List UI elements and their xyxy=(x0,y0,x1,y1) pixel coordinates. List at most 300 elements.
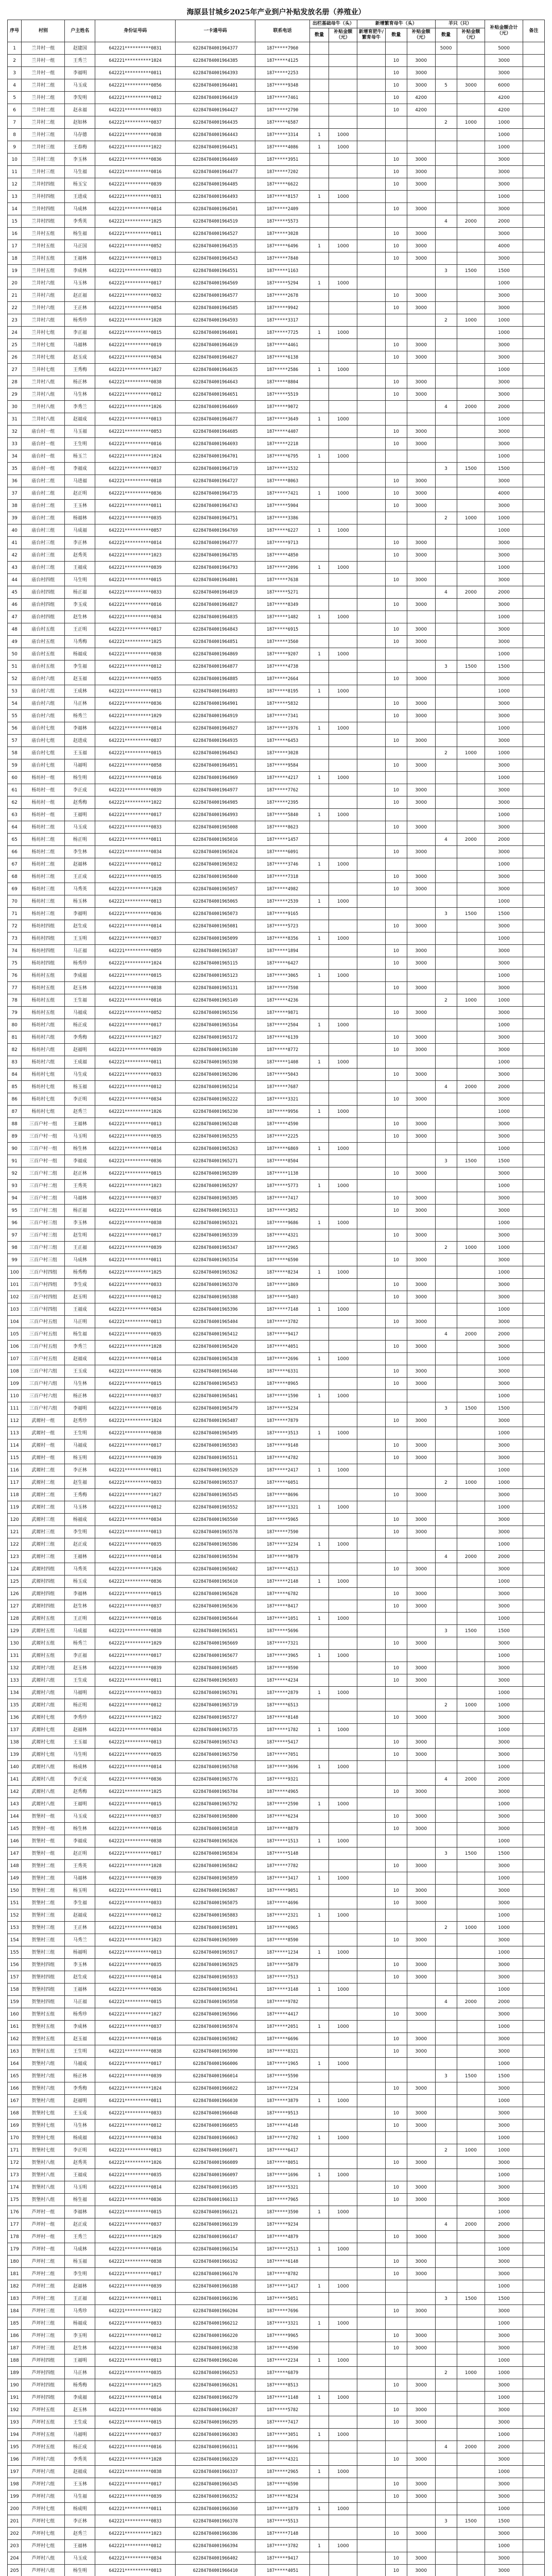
cell-new-breed xyxy=(357,2008,386,2021)
cell-new-amt xyxy=(407,970,435,982)
table-row xyxy=(8,1205,545,1217)
table-row xyxy=(8,92,545,104)
cell-phone: 187*****6139 xyxy=(255,1031,309,1044)
cell-new-breed xyxy=(357,2565,386,2576)
cell-sheep-qty xyxy=(435,364,457,376)
cell-row-total: 1000 xyxy=(485,1687,523,1699)
cell-new-amt xyxy=(407,1996,435,2008)
cell-sheep-qty xyxy=(435,1897,457,1909)
cell-note xyxy=(523,240,544,252)
cell-seq: 55 xyxy=(8,710,22,722)
cell-sheep-qty xyxy=(435,710,457,722)
cell-row-total: 3000 xyxy=(485,1786,523,1798)
cell-card-number: 62284784001964443 xyxy=(175,129,255,141)
cell-seq: 166 xyxy=(8,2082,22,2095)
cell-sheep-amt xyxy=(457,1662,485,1674)
cell-sheep-qty xyxy=(435,2379,457,2392)
cell-owner: 王正福 xyxy=(65,1242,95,1254)
cell-new-breed xyxy=(357,710,386,722)
cell-note xyxy=(523,883,544,895)
cell-village: 芦坪村五组 xyxy=(22,2441,65,2453)
table-row xyxy=(8,203,545,215)
cell-id-number: 642221**********0834 xyxy=(95,2342,176,2354)
cell-phone: 187*****8234 xyxy=(255,2490,309,2503)
table-row xyxy=(8,2392,545,2404)
cell-id-number: 642221**********0812 xyxy=(95,1291,176,1303)
cell-owner: 赵福明 xyxy=(65,1044,95,1056)
cell-phone: 187*****4513 xyxy=(255,1563,309,1575)
cell-row-total: 1000 xyxy=(485,1538,523,1551)
cell-new-breed xyxy=(357,1452,386,1464)
cell-village: 武塬村二组 xyxy=(22,1501,65,1514)
cell-phone: 187*****6587 xyxy=(255,116,309,129)
col-owner: 户主姓名 xyxy=(65,20,95,42)
cell-sheep-amt xyxy=(457,166,485,178)
cell-card-number: 62284784001965529 xyxy=(175,1464,255,1477)
cell-seq: 1 xyxy=(8,42,22,55)
cell-sheep-amt xyxy=(457,339,485,351)
cell-phone: 187*****3417 xyxy=(255,1872,309,1885)
cell-row-total: 1000 xyxy=(485,2354,523,2367)
cell-owner: 赵永福 xyxy=(65,104,95,116)
cell-cattle-qty xyxy=(309,215,329,228)
cell-id-number: 642221**********0835 xyxy=(95,1959,176,1971)
cell-new-breed xyxy=(357,945,386,957)
cell-seq: 57 xyxy=(8,735,22,747)
cell-new-amt: 3000 xyxy=(407,2157,435,2169)
cell-new-breed xyxy=(357,685,386,698)
cell-seq: 20 xyxy=(8,277,22,290)
cell-new-breed xyxy=(357,2342,386,2354)
cell-row-total: 1000 xyxy=(485,1922,523,1934)
cell-seq: 147 xyxy=(8,1848,22,1860)
cell-new-breed xyxy=(357,1749,386,1761)
cell-cattle-qty xyxy=(309,1254,329,1266)
cell-village: 庙台村四组 xyxy=(22,599,65,611)
cell-row-total: 3000 xyxy=(485,2008,523,2021)
cell-card-number: 62284784001964827 xyxy=(175,599,255,611)
cell-owner: 杨福明 xyxy=(65,1946,95,1959)
cell-card-number: 62284784001966139 xyxy=(175,2218,255,2231)
cell-cattle-qty: 1 xyxy=(309,2317,329,2330)
cell-sheep-qty xyxy=(435,1378,457,1390)
cell-cattle-amt: 1000 xyxy=(329,277,357,290)
cell-sheep-amt xyxy=(457,2552,485,2565)
cell-cattle-qty xyxy=(309,908,329,920)
cell-sheep-qty xyxy=(435,2157,457,2169)
cell-village: 庙台村一组 xyxy=(22,463,65,475)
cell-village: 庙台村一组 xyxy=(22,450,65,463)
cell-note xyxy=(523,2540,544,2552)
cell-new-qty xyxy=(385,2367,407,2379)
cell-seq: 153 xyxy=(8,1922,22,1934)
cell-sheep-qty xyxy=(435,1106,457,1118)
cell-card-number: 62284784001966295 xyxy=(175,2416,255,2429)
cell-cattle-amt xyxy=(329,500,357,512)
cell-card-number: 62284784001965925 xyxy=(175,1959,255,1971)
cell-cattle-qty xyxy=(309,1130,329,1143)
cell-new-qty: 10 xyxy=(385,2231,407,2243)
cell-sheep-qty: 4 xyxy=(435,1081,457,1093)
cell-sheep-amt xyxy=(457,2342,485,2354)
cell-cattle-amt xyxy=(329,834,357,846)
cell-new-amt: 3000 xyxy=(407,1711,435,1724)
cell-seq: 64 xyxy=(8,821,22,834)
cell-sheep-amt xyxy=(457,42,485,55)
cell-new-qty xyxy=(385,2206,407,2218)
cell-note xyxy=(523,1155,544,1167)
cell-village: 芦坪村三组 xyxy=(22,2342,65,2354)
cell-cattle-amt xyxy=(329,2157,357,2169)
cell-village: 芦坪村二组 xyxy=(22,2280,65,2293)
cell-sheep-amt xyxy=(457,2490,485,2503)
cell-new-amt: 3000 xyxy=(407,290,435,302)
cell-new-breed xyxy=(357,1031,386,1044)
cell-cattle-amt xyxy=(329,1625,357,1637)
cell-seq: 164 xyxy=(8,2058,22,2070)
cell-sheep-qty xyxy=(435,809,457,821)
cell-row-total: 1000 xyxy=(485,2540,523,2552)
cell-seq: 62 xyxy=(8,796,22,809)
cell-new-amt: 3000 xyxy=(407,154,435,166)
cell-id-number: 642221**********0835 xyxy=(95,2367,176,2379)
cell-seq: 134 xyxy=(8,1687,22,1699)
cell-cattle-qty xyxy=(309,1452,329,1464)
cell-sheep-qty xyxy=(435,549,457,562)
cell-id-number: 642221**********0811 xyxy=(95,500,176,512)
cell-sheep-amt xyxy=(457,1835,485,1848)
cell-owner: 李正林 xyxy=(65,537,95,549)
cell-new-breed xyxy=(357,1180,386,1192)
cell-id-number: 642221**********0811 xyxy=(95,1056,176,1069)
cell-new-qty xyxy=(385,1761,407,1773)
table-row xyxy=(8,1180,545,1192)
table-row xyxy=(8,2503,545,2515)
cell-seq: 167 xyxy=(8,2095,22,2107)
cell-new-breed xyxy=(357,500,386,512)
cell-sheep-amt xyxy=(457,2095,485,2107)
cell-cattle-amt xyxy=(329,2008,357,2021)
cell-sheep-amt xyxy=(457,2206,485,2218)
cell-new-amt: 3000 xyxy=(407,2120,435,2132)
cell-seq: 138 xyxy=(8,1736,22,1749)
cell-sheep-qty xyxy=(435,599,457,611)
cell-sheep-amt xyxy=(457,2540,485,2552)
cell-row-total: 3000 xyxy=(485,2033,523,2045)
cell-card-number: 62284784001966105 xyxy=(175,2181,255,2194)
cell-sheep-amt xyxy=(457,1489,485,1501)
cell-new-qty: 10 xyxy=(385,1959,407,1971)
table-row xyxy=(8,1242,545,1254)
cell-cattle-amt xyxy=(329,908,357,920)
cell-cattle-qty xyxy=(309,1971,329,1984)
cell-new-qty xyxy=(385,1242,407,1254)
cell-cattle-qty: 1 xyxy=(309,364,329,376)
cell-id-number: 642221**********0836 xyxy=(95,698,176,710)
cell-new-qty: 10 xyxy=(385,1167,407,1180)
cell-cattle-amt xyxy=(329,586,357,599)
cell-new-amt: 3000 xyxy=(407,2342,435,2354)
cell-owner: 王秀英 xyxy=(65,1180,95,1192)
cell-village: 武塬村一组 xyxy=(22,1427,65,1439)
cell-new-breed xyxy=(357,1872,386,1885)
cell-sheep-amt xyxy=(457,1860,485,1872)
cell-village: 武塬村二组 xyxy=(22,1464,65,1477)
table-row xyxy=(8,2120,545,2132)
cell-owner: 赵秀英 xyxy=(65,2157,95,2169)
table-row xyxy=(8,1007,545,1019)
cell-card-number: 62284784001964651 xyxy=(175,388,255,401)
cell-phone: 187*****5879 xyxy=(255,1959,309,1971)
cell-seq: 39 xyxy=(8,512,22,524)
cell-row-total: 3000 xyxy=(485,945,523,957)
cell-card-number: 62284784001965081 xyxy=(175,920,255,933)
cell-sheep-qty xyxy=(435,2120,457,2132)
cell-row-total: 1000 xyxy=(485,1266,523,1279)
table-row xyxy=(8,722,545,735)
cell-sheep-amt: 2000 xyxy=(457,1081,485,1093)
cell-owner: 赵生成 xyxy=(65,920,95,933)
cell-sheep-amt xyxy=(457,191,485,203)
cell-cattle-amt: 1000 xyxy=(329,2429,357,2441)
cell-id-number: 642221**********0838 xyxy=(95,376,176,388)
cell-id-number: 642221**********0836 xyxy=(95,2404,176,2416)
cell-cattle-qty xyxy=(309,2107,329,2120)
cell-phone: 187*****5723 xyxy=(255,920,309,933)
cell-village: 芦坪村六组 xyxy=(22,2466,65,2478)
cell-phone: 187*****9513 xyxy=(255,2107,309,2120)
cell-seq: 155 xyxy=(8,1946,22,1959)
cell-row-total: 3000 xyxy=(485,1291,523,1303)
cell-row-total: 3000 xyxy=(485,2305,523,2317)
cell-cattle-qty xyxy=(309,2404,329,2416)
cell-owner: 马生明 xyxy=(65,1749,95,1761)
cell-row-total: 3000 xyxy=(485,2490,523,2503)
cell-seq: 95 xyxy=(8,1205,22,1217)
cell-village: 庙台村五组 xyxy=(22,648,65,660)
cell-owner: 杨正福 xyxy=(65,1205,95,1217)
cell-sheep-qty xyxy=(435,2095,457,2107)
cell-note xyxy=(523,450,544,463)
cell-owner: 杨玉明 xyxy=(65,1452,95,1464)
cell-new-amt xyxy=(407,2280,435,2293)
col-phone: 联系电话 xyxy=(255,20,309,42)
cell-new-qty: 10 xyxy=(385,1897,407,1909)
cell-id-number: 642221**********0817 xyxy=(95,1650,176,1662)
cell-new-qty: 10 xyxy=(385,957,407,970)
cell-sheep-qty xyxy=(435,1192,457,1205)
cell-owner: 马正福 xyxy=(65,945,95,957)
cell-owner: 王福林 xyxy=(65,1984,95,1996)
cell-phone: 187*****5965 xyxy=(255,1514,309,1526)
cell-card-number: 62284784001966204 xyxy=(175,2305,255,2317)
cell-seq: 90 xyxy=(8,1143,22,1155)
cell-phone: 187*****1782 xyxy=(255,1724,309,1736)
cell-phone: 187*****9072 xyxy=(255,401,309,413)
table-row xyxy=(8,1501,545,1514)
cell-phone: 187*****8417 xyxy=(255,1600,309,1613)
cell-note xyxy=(523,1279,544,1291)
cell-card-number: 62284784001965255 xyxy=(175,1130,255,1143)
cell-row-total: 3000 xyxy=(485,698,523,710)
cell-village: 芦坪村一组 xyxy=(22,2218,65,2231)
cell-cattle-amt xyxy=(329,92,357,104)
cell-seq: 81 xyxy=(8,1031,22,1044)
cell-cattle-qty: 1 xyxy=(309,611,329,623)
cell-new-breed xyxy=(357,2157,386,2169)
cell-cattle-qty xyxy=(309,710,329,722)
cell-card-number: 62284784001965750 xyxy=(175,1749,255,1761)
cell-sheep-amt: 1000 xyxy=(457,2144,485,2157)
cell-id-number: 642221**********0813 xyxy=(95,1118,176,1130)
cell-seq: 38 xyxy=(8,500,22,512)
table-row xyxy=(8,821,545,834)
cell-row-total: 5000 xyxy=(485,42,523,55)
cell-sheep-amt xyxy=(457,772,485,784)
cell-owner: 赵正成 xyxy=(65,1538,95,1551)
cell-new-amt: 3000 xyxy=(407,1044,435,1056)
cell-new-amt: 3000 xyxy=(407,2231,435,2243)
cell-sheep-amt xyxy=(457,2181,485,2194)
cell-row-total: 3000 xyxy=(485,1316,523,1328)
cell-card-number: 62284784001965867 xyxy=(175,1885,255,1897)
cell-cattle-amt xyxy=(329,673,357,685)
cell-cattle-amt: 1000 xyxy=(329,772,357,784)
cell-sheep-amt xyxy=(457,364,485,376)
cell-new-amt: 3000 xyxy=(407,821,435,834)
cell-new-breed xyxy=(357,203,386,215)
cell-note xyxy=(523,1069,544,1081)
cell-card-number: 62284784001966014 xyxy=(175,2070,255,2082)
cell-sheep-qty xyxy=(435,413,457,426)
table-row xyxy=(8,265,545,277)
cell-row-total: 2000 xyxy=(485,401,523,413)
cell-cattle-qty xyxy=(309,1081,329,1093)
cell-sheep-amt xyxy=(457,2404,485,2416)
cell-sheep-amt xyxy=(457,1266,485,1279)
cell-id-number: 642221**********0813 xyxy=(95,2565,176,2576)
cell-cattle-qty xyxy=(309,586,329,599)
cell-cattle-qty xyxy=(309,116,329,129)
cell-cattle-amt xyxy=(329,574,357,586)
cell-village: 芦坪村一组 xyxy=(22,2231,65,2243)
cell-id-number: 642221**********0852 xyxy=(95,240,176,252)
cell-cattle-qty: 1 xyxy=(309,809,329,821)
cell-card-number: 62284784001964993 xyxy=(175,809,255,821)
cell-row-total: 3000 xyxy=(485,351,523,364)
cell-note xyxy=(523,1711,544,1724)
cell-row-total: 1000 xyxy=(485,1946,523,1959)
cell-cattle-amt xyxy=(329,1402,357,1415)
cell-note xyxy=(523,710,544,722)
cell-note xyxy=(523,290,544,302)
cell-card-number: 62284784001965941 xyxy=(175,1984,255,1996)
cell-seq: 48 xyxy=(8,623,22,636)
cell-new-amt xyxy=(407,1835,435,1848)
table-header xyxy=(8,20,545,42)
cell-note xyxy=(523,2515,544,2528)
cell-owner: 赵生明 xyxy=(65,1229,95,1242)
cell-cattle-amt xyxy=(329,2367,357,2379)
cell-id-number: 642221**********0816 xyxy=(95,1205,176,1217)
cell-id-number: 642221**********0816 xyxy=(95,772,176,784)
cell-sheep-qty xyxy=(435,1452,457,1464)
cell-sheep-amt xyxy=(457,1674,485,1687)
cell-row-total: 1000 xyxy=(485,2280,523,2293)
cell-new-breed xyxy=(357,2367,386,2379)
cell-sheep-qty xyxy=(435,438,457,450)
cell-cattle-amt xyxy=(329,1167,357,1180)
table-row xyxy=(8,512,545,524)
table-row xyxy=(8,660,545,673)
cell-id-number: 642221**********0836 xyxy=(95,487,176,500)
cell-note xyxy=(523,722,544,735)
cell-cattle-qty: 1 xyxy=(309,2169,329,2181)
cell-card-number: 62284784001965404 xyxy=(175,1316,255,1328)
cell-note xyxy=(523,1588,544,1600)
cell-sheep-amt: 1000 xyxy=(457,116,485,129)
cell-note xyxy=(523,2218,544,2231)
cell-card-number: 62284784001964869 xyxy=(175,648,255,660)
cell-new-breed xyxy=(357,104,386,116)
cell-village: 庙台村三组 xyxy=(22,524,65,537)
cell-new-amt xyxy=(407,512,435,524)
cell-note xyxy=(523,1551,544,1563)
cell-cattle-qty: 1 xyxy=(309,2392,329,2404)
cell-seq: 52 xyxy=(8,673,22,685)
cell-sheep-qty xyxy=(435,1687,457,1699)
cell-new-breed xyxy=(357,834,386,846)
cell-card-number: 62284784001965180 xyxy=(175,1044,255,1056)
col-new-qty: 数量 xyxy=(385,28,407,42)
cell-owner: 赵正林 xyxy=(65,1167,95,1180)
cell-row-total: 3000 xyxy=(485,636,523,648)
cell-new-breed xyxy=(357,55,386,67)
cell-sheep-qty xyxy=(435,698,457,710)
cell-new-amt xyxy=(407,586,435,599)
cell-phone: 187*****6138 xyxy=(255,351,309,364)
cell-new-amt xyxy=(407,1848,435,1860)
cell-new-qty: 10 xyxy=(385,2404,407,2416)
cell-sheep-qty xyxy=(435,2317,457,2330)
cell-id-number: 642221**********0814 xyxy=(95,2392,176,2404)
cell-new-breed xyxy=(357,2107,386,2120)
cell-phone: 187*****1408 xyxy=(255,1056,309,1069)
cell-cattle-amt xyxy=(329,2528,357,2540)
cell-owner: 王玉林 xyxy=(65,500,95,512)
cell-card-number: 62284784001965511 xyxy=(175,1452,255,1464)
cell-note xyxy=(523,1365,544,1378)
cell-new-breed xyxy=(357,895,386,908)
cell-row-total: 1000 xyxy=(485,1477,523,1489)
cell-id-number: 642221**********0814 xyxy=(95,1971,176,1984)
cell-cattle-amt: 1000 xyxy=(329,895,357,908)
cell-cattle-qty xyxy=(309,2045,329,2058)
cell-id-number: 642221**********0838 xyxy=(95,1217,176,1229)
cell-village: 庙台村七组 xyxy=(22,759,65,772)
cell-note xyxy=(523,2194,544,2206)
cell-note xyxy=(523,1637,544,1650)
cell-sheep-amt xyxy=(457,537,485,549)
cell-id-number: 642221**********0813 xyxy=(95,413,176,426)
cell-new-qty xyxy=(385,2503,407,2515)
cell-new-qty: 10 xyxy=(385,2120,407,2132)
col-note: 备注 xyxy=(523,20,544,42)
cell-village: 杨坊村七组 xyxy=(22,1069,65,1081)
cell-cattle-qty: 1 xyxy=(309,722,329,735)
cell-id-number: 642221**********1025 xyxy=(95,2379,176,2392)
cell-seq: 87 xyxy=(8,1106,22,1118)
